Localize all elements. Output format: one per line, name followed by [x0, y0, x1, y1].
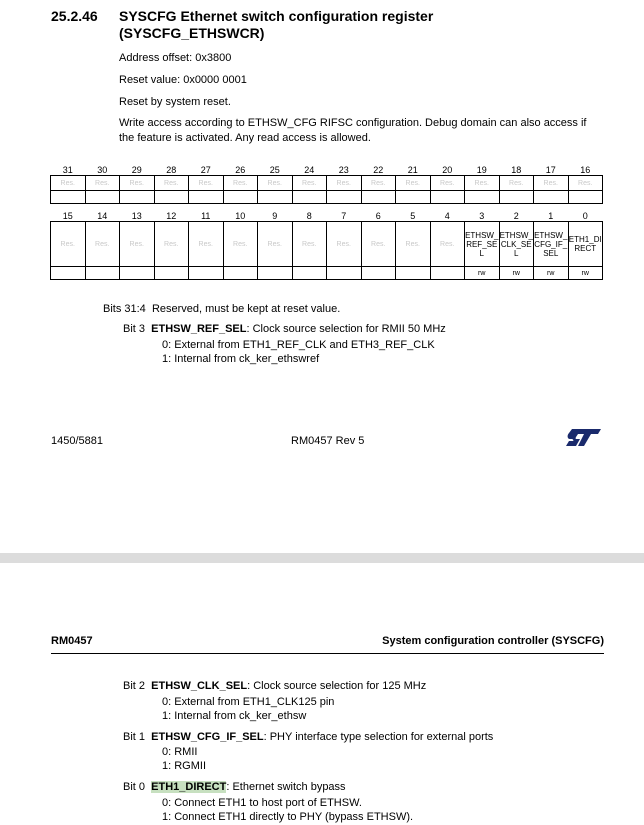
bits-31-4-label: Bits 31:4 [103, 303, 146, 315]
bit-field: Res. [430, 222, 465, 267]
bit-access: rw [499, 267, 534, 280]
bit3-text: : Clock source selection for RMII 50 MHz [246, 323, 446, 335]
bit-number: 31 [62, 165, 73, 175]
bit-number: 9 [272, 211, 278, 221]
bit2-option-0: 0: External from ETH1_CLK125 pin [162, 696, 335, 708]
bit-field: Res. [430, 176, 465, 191]
section-number: 25.2.46 [51, 8, 98, 24]
bit1-option-0: 0: RMII [162, 746, 198, 758]
st-logo-icon [564, 427, 602, 447]
bit-access [327, 267, 362, 280]
bit-access [120, 191, 155, 204]
bit-number: 29 [131, 165, 142, 175]
bit-access [258, 191, 293, 204]
bit-field: Res. [292, 222, 327, 267]
bit3-desc [123, 322, 446, 337]
bit-number: 26 [235, 165, 246, 175]
bit2-option-1: 1: Internal from ck_ker_ethsw [162, 710, 307, 722]
bit-number: 0 [582, 211, 588, 221]
bit-access [85, 267, 120, 280]
bit-access [189, 191, 224, 204]
bit-field: Res. [258, 176, 293, 191]
bit-access [534, 191, 569, 204]
bit3-option-1: 1: Internal from ck_ker_ethswref [162, 353, 320, 365]
bit-field: ETHSW_REF_SEL [465, 222, 500, 267]
bit-access [396, 191, 431, 204]
address-offset: Address offset: 0x3800 [119, 52, 232, 64]
bit-field: Res. [568, 176, 603, 191]
bit-field: Res. [189, 176, 224, 191]
bit-number: 12 [166, 211, 177, 221]
bit2-desc [123, 679, 426, 694]
bit2-label: Bit 2 [123, 680, 146, 692]
bit-number: 25 [269, 165, 280, 175]
bit-access: rw [534, 267, 569, 280]
bit-field: ETH1_DIRECT [568, 222, 603, 267]
bit-number: 22 [373, 165, 384, 175]
bit-field: Res. [120, 222, 155, 267]
bit0-option-1: 1: Connect ETH1 directly to PHY (bypass ETHSW). [162, 811, 414, 823]
bit-field: Res. [258, 222, 293, 267]
bit-access [292, 191, 327, 204]
bit-field: Res. [465, 176, 500, 191]
reset-value: Reset value: 0x0000 0001 [119, 74, 247, 86]
bit0-option-0: 0: Connect ETH1 to host port of ETHSW. [162, 797, 362, 809]
bit-field: Res. [189, 222, 224, 267]
register-map-upper [50, 161, 603, 204]
register-map-lower [50, 207, 603, 280]
bit-field: Res. [85, 176, 120, 191]
bit-field: Res. [154, 222, 189, 267]
bit-field: Res. [327, 222, 362, 267]
bit-access [258, 267, 293, 280]
bit-field: Res. [396, 222, 431, 267]
bit-number: 5 [410, 211, 416, 221]
bit-access [430, 267, 465, 280]
bit-field: Res. [361, 176, 396, 191]
bit-number: 17 [545, 165, 556, 175]
bit1-text: : PHY interface type selection for external ports [263, 731, 494, 743]
bit-number: 6 [375, 211, 381, 221]
bit-number: 4 [444, 211, 450, 221]
bit-number: 11 [201, 211, 211, 221]
bit3-option-0: 0: External from ETH1_REF_CLK and ETH3_REF_CLK [162, 339, 435, 351]
bit-number: 30 [97, 165, 108, 175]
bit-access [499, 191, 534, 204]
bit-access [396, 267, 431, 280]
bit-number: 13 [131, 211, 142, 221]
bit-access [292, 267, 327, 280]
document-revision: RM0457 Rev 5 [291, 435, 365, 447]
bit-number: 20 [442, 165, 453, 175]
bit-access [154, 191, 189, 204]
header-doc-id: RM0457 [51, 635, 93, 647]
bit-number: 10 [235, 211, 246, 221]
bit-number: 24 [304, 165, 315, 175]
bit-field: Res. [396, 176, 431, 191]
bit-access [430, 191, 465, 204]
bit0-name: ETH1_DIRECT [151, 781, 227, 793]
bit-number: 14 [97, 211, 108, 221]
bit-field: Res. [51, 176, 86, 191]
bit-field: Res. [534, 176, 569, 191]
bit-number: 27 [200, 165, 211, 175]
bit-number: 19 [476, 165, 487, 175]
bit0-label: Bit 0 [123, 781, 146, 793]
bit-number: 8 [306, 211, 312, 221]
header-rule [51, 653, 604, 654]
bit-field: Res. [292, 176, 327, 191]
bit-access [51, 267, 86, 280]
bit-access [223, 267, 258, 280]
access-note: Write access according to ETHSW_CFG RIFSC configuration. Debug domain can also access if the feature is activated. Any read access is allowed. [119, 117, 587, 144]
page-number: 1450/5881 [51, 435, 103, 447]
bits-31-4-desc [103, 302, 340, 317]
bit-access: rw [465, 267, 500, 280]
bit3-label: Bit 3 [123, 323, 146, 335]
bit3-name: ETHSW_REF_SEL [151, 323, 247, 335]
bit-field: Res. [223, 222, 258, 267]
bit2-name: ETHSW_CLK_SEL [151, 680, 248, 692]
bit-number: 7 [341, 211, 347, 221]
bit-access [361, 191, 396, 204]
bit-field: Res. [499, 176, 534, 191]
bit-number: 15 [62, 211, 73, 221]
bit-field: Res. [85, 222, 120, 267]
bit-access [120, 267, 155, 280]
bit0-desc [123, 780, 346, 795]
bit-number: 21 [407, 165, 418, 175]
bit-access [223, 191, 258, 204]
bit-field: Res. [361, 222, 396, 267]
reset-by: Reset by system reset. [119, 96, 231, 108]
bit-number: 1 [548, 211, 554, 221]
bit-access [85, 191, 120, 204]
bit-access [361, 267, 396, 280]
bit-access [189, 267, 224, 280]
bit1-option-1: 1: RGMII [162, 760, 207, 772]
bit0-text: : Ethernet switch bypass [226, 781, 346, 793]
bit1-desc [123, 730, 493, 745]
bits-31-4-text: Reserved, must be kept at reset value. [151, 303, 341, 315]
bit-number: 16 [580, 165, 591, 175]
bit-access [51, 191, 86, 204]
page-separator [0, 553, 644, 563]
bit-field: Res. [223, 176, 258, 191]
bit1-label: Bit 1 [123, 731, 146, 743]
document-page-2 [0, 563, 644, 823]
bit-field: Res. [120, 176, 155, 191]
bit-access [465, 191, 500, 204]
bit-access [568, 191, 603, 204]
header-chapter: System configuration controller (SYSCFG) [382, 635, 604, 647]
bit-number: 18 [511, 165, 522, 175]
bit1-name: ETHSW_CFG_IF_SEL [151, 731, 264, 743]
bit-field: ETHSW_CFG_IF_SEL [534, 222, 569, 267]
bit2-text: : Clock source selection for 125 MHz [247, 680, 427, 692]
bit-access: rw [568, 267, 603, 280]
bit-number: 2 [513, 211, 519, 221]
bit-field: Res. [154, 176, 189, 191]
bit-number: 3 [479, 211, 485, 221]
bit-access [154, 267, 189, 280]
bit-field: Res. [51, 222, 86, 267]
bit-number: 23 [338, 165, 349, 175]
bit-field: ETHSW_CLK_SEL [499, 222, 534, 267]
bit-number: 28 [166, 165, 177, 175]
bit-field: Res. [327, 176, 362, 191]
section-title: SYSCFG Ethernet switch configuration register (SYSCFG_ETHSWCR) [119, 8, 434, 41]
bit-access [327, 191, 362, 204]
